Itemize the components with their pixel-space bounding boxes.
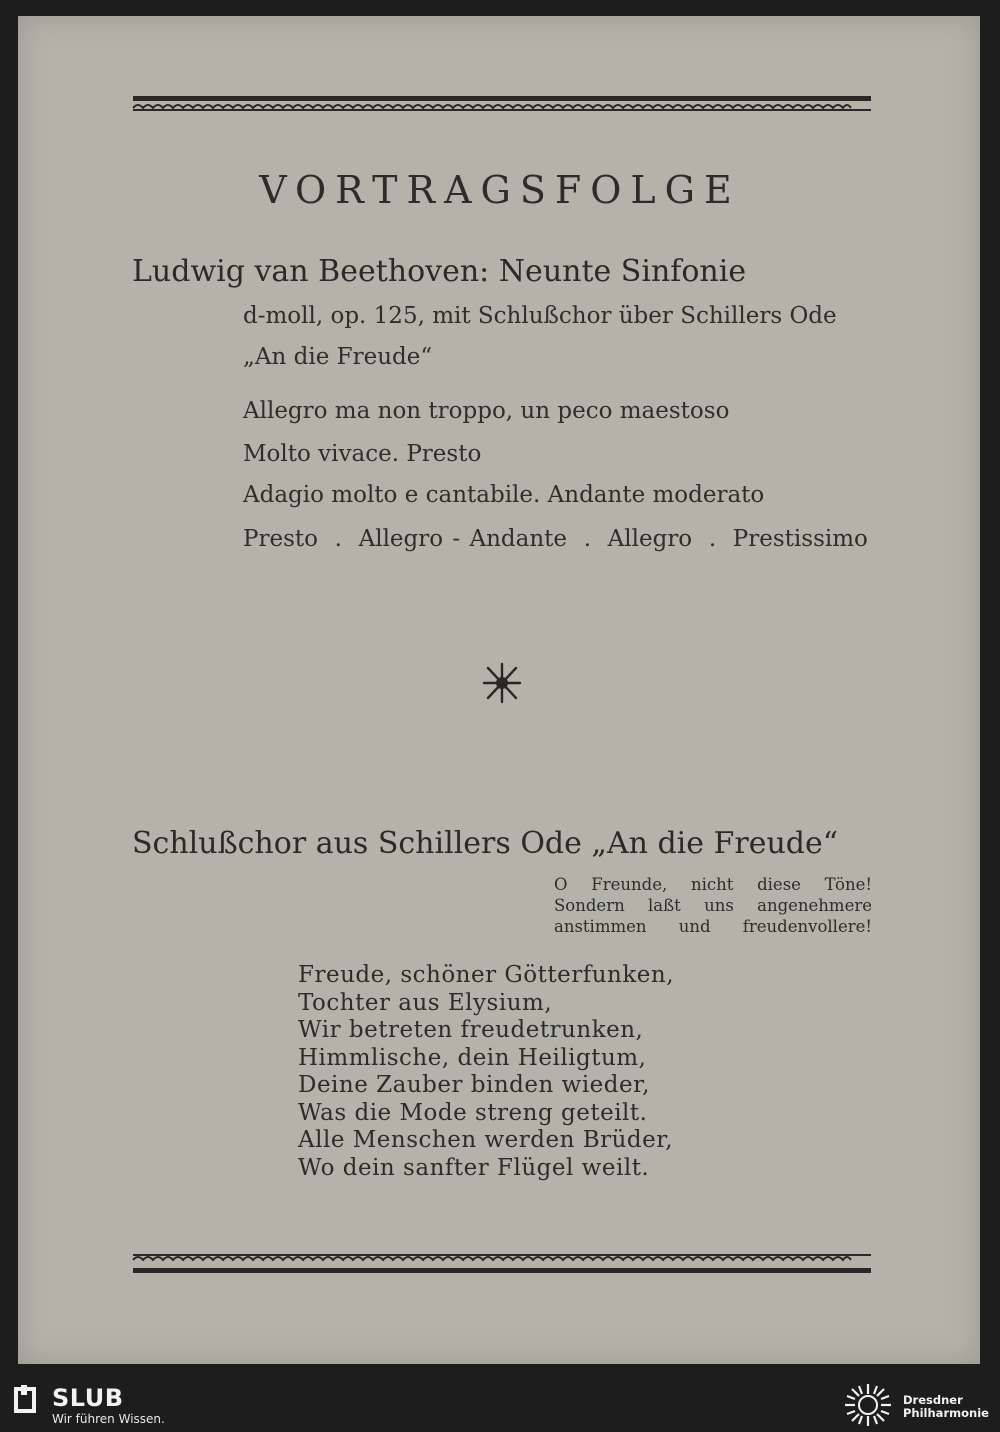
finale-part: Prestissimo bbox=[732, 526, 868, 552]
bottom-border-ornament bbox=[0, 1246, 1000, 1284]
finale-part: Presto bbox=[243, 526, 318, 552]
chorus-intro-line: anstimmen und freudenvollere! bbox=[554, 917, 872, 936]
verse-line: Deine Zauber binden wieder, bbox=[298, 1072, 650, 1098]
partner-name[interactable] bbox=[903, 1394, 989, 1420]
verse-line: Tochter aus Elysium, bbox=[298, 989, 553, 1016]
slub-tagline: Wir führen Wissen. bbox=[52, 1412, 165, 1426]
finale-separator: . bbox=[583, 526, 591, 552]
star-ornament-icon bbox=[480, 660, 524, 710]
slub-name[interactable]: SLUB bbox=[52, 1384, 124, 1412]
verse-line: Wo dein sanfter Flügel weilt. bbox=[298, 1154, 650, 1181]
verse-line: Was die Mode streng geteilt. bbox=[298, 1099, 648, 1126]
top-border-ornament bbox=[0, 92, 1000, 126]
philharmonie-sunburst-icon[interactable] bbox=[842, 1382, 894, 1432]
verse-line: Wir betreten freudetrunken, bbox=[298, 1017, 644, 1043]
chorus-intro-line: O Freunde, nicht diese Töne! bbox=[554, 875, 872, 894]
partner-name-line: Dresdner bbox=[903, 1393, 963, 1407]
movement-item: Molto vivace. Presto bbox=[243, 441, 482, 467]
slub-logo-icon[interactable] bbox=[12, 1383, 42, 1419]
finale-part: Allegro - Andante bbox=[358, 526, 568, 552]
chorus-intro-line: Sondern laßt uns angenehmere bbox=[554, 896, 872, 915]
chorus-intro bbox=[554, 874, 872, 937]
program-title: VORTRAGSFOLGE bbox=[259, 168, 741, 212]
verse-line: Alle Menschen werden Brüder, bbox=[298, 1127, 674, 1153]
verse-line: Freude, schöner Götterfunken, bbox=[298, 962, 675, 988]
chorus-heading: Schlußchor aus Schillers Ode „An die Freude“ bbox=[132, 826, 839, 861]
work-detail-line: d-moll, op. 125, mit Schlußchor über Schillers Ode bbox=[243, 303, 837, 329]
work-heading: Ludwig van Beethoven: Neunte Sinfonie bbox=[132, 254, 747, 289]
movement-item-finale bbox=[243, 526, 868, 552]
finale-separator: . bbox=[334, 526, 342, 552]
verse-line: Himmlische, dein Heiligtum, bbox=[298, 1044, 647, 1071]
movement-item: Adagio molto e cantabile. Andante moderato bbox=[243, 482, 765, 508]
finale-part: Allegro bbox=[607, 526, 693, 552]
chorus-verse bbox=[298, 962, 674, 1182]
work-detail-line: „An die Freude“ bbox=[243, 344, 433, 370]
finale-separator: . bbox=[708, 526, 717, 552]
partner-name-line: Philharmonie bbox=[903, 1406, 989, 1420]
movement-item: Allegro ma non troppo, un peco maestoso bbox=[243, 398, 730, 424]
